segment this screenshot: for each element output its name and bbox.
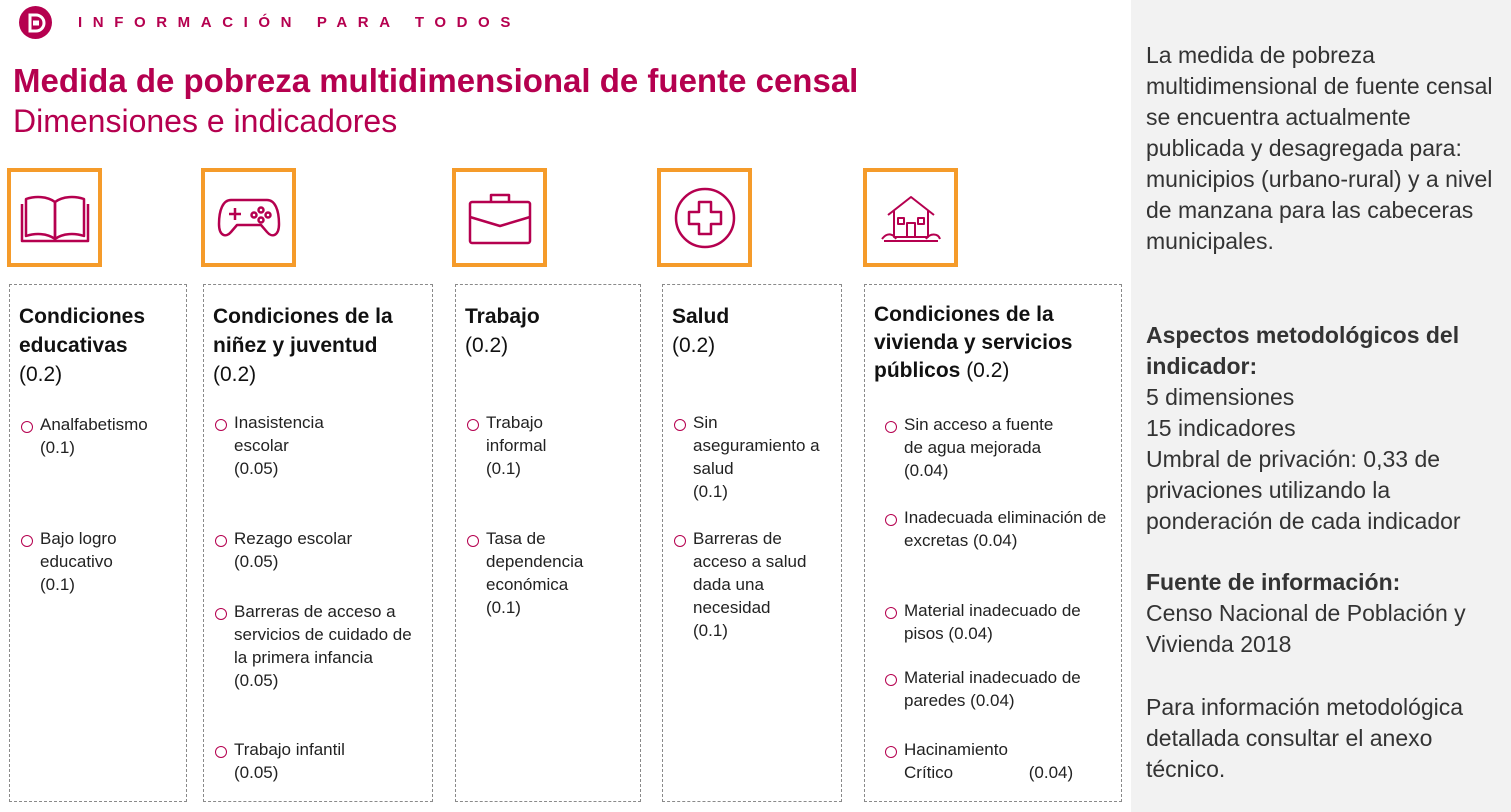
indicator-label: Sin aseguramiento a salud bbox=[693, 413, 820, 478]
indicator-label: Sin acceso a fuente de agua mejorada bbox=[904, 415, 1054, 457]
dane-logo bbox=[19, 6, 52, 39]
dimension-icon-box-health bbox=[657, 168, 752, 267]
indicator-item bbox=[883, 599, 1117, 645]
dimension-card-education bbox=[9, 284, 187, 802]
indicator-label: Bajo logro educativo bbox=[40, 529, 117, 571]
methods-line: Umbral de privación: 0,33 de privaciones utilizando la ponderación de cada indicador bbox=[1146, 446, 1461, 534]
indicator-item bbox=[672, 411, 837, 503]
indicator-weight: (0.04) bbox=[904, 461, 949, 480]
indicator-weight: (0.1) bbox=[486, 598, 521, 617]
indicator-label: Trabajo informal bbox=[486, 413, 547, 455]
dimension-name: Salud bbox=[672, 305, 730, 328]
dimension-weight: (0.2) bbox=[672, 334, 716, 357]
dimension-card-housing bbox=[864, 284, 1122, 802]
indicator-label: Trabajo infantil bbox=[234, 740, 345, 759]
dimension-card-health bbox=[662, 284, 842, 802]
dimension-name: Condiciones de la vivienda y servicios públicos bbox=[874, 303, 1073, 382]
dimension-weight: (0.2) bbox=[966, 359, 1010, 382]
dimension-name: Condiciones de la niñez y juventud bbox=[213, 305, 393, 357]
indicator-weight: (0.05) bbox=[234, 459, 279, 478]
indicator-label: Inadecuada eliminación de excretas bbox=[904, 508, 1107, 550]
circle-bullet-icon bbox=[885, 421, 897, 433]
circle-bullet-icon bbox=[467, 535, 479, 547]
dimension-card-work bbox=[455, 284, 641, 802]
logo-mark-icon bbox=[25, 12, 47, 34]
indicator-weight: (0.1) bbox=[486, 459, 521, 478]
indicator-weight: (0.05) bbox=[234, 552, 279, 571]
methods-heading: Aspectos metodológicos del indicador: bbox=[1146, 322, 1460, 379]
sidebar-methods bbox=[1146, 320, 1505, 537]
info-sidebar bbox=[1131, 0, 1511, 812]
indicator-item bbox=[465, 411, 636, 480]
circle-bullet-icon bbox=[674, 419, 686, 431]
indicator-weight: (0.1) bbox=[40, 438, 75, 457]
sidebar-note: Para información metodológica detallada consultar el anexo técnico. bbox=[1146, 694, 1464, 782]
sidebar-source bbox=[1146, 567, 1505, 660]
tagline: INFORMACIÓN PARA TODOS bbox=[78, 14, 521, 31]
indicator-item bbox=[213, 411, 428, 480]
indicator-weight: (0.04) bbox=[948, 624, 993, 643]
indicator-label: Barreras de acceso a salud dada una necesidad bbox=[693, 529, 807, 617]
dimension-weight: (0.2) bbox=[19, 363, 63, 386]
source-text: Censo Nacional de Población y Vivienda 2018 bbox=[1146, 600, 1466, 657]
circle-bullet-icon bbox=[215, 746, 227, 758]
indicator-label: Rezago escolar bbox=[234, 529, 353, 548]
indicator-label: Inasistencia escolar bbox=[234, 413, 324, 455]
health-cross-icon bbox=[672, 185, 738, 251]
indicator-weight: (0.04) bbox=[972, 531, 1018, 550]
dimension-card-childhood bbox=[203, 284, 433, 802]
dimension-title bbox=[19, 302, 180, 389]
methods-line: 15 indicadores bbox=[1146, 415, 1296, 441]
dimension-icon-box-childhood bbox=[201, 168, 296, 267]
indicator-weight: (0.1) bbox=[693, 621, 728, 640]
circle-bullet-icon bbox=[885, 674, 897, 686]
dimension-icon-box-education bbox=[7, 168, 102, 267]
circle-bullet-icon bbox=[674, 535, 686, 547]
dimension-title bbox=[465, 302, 634, 360]
indicator-label: Analfabetismo bbox=[40, 415, 148, 434]
indicator-item bbox=[19, 527, 182, 596]
indicator-label: Tasa de dependencia económica bbox=[486, 529, 584, 594]
indicator-item bbox=[213, 738, 428, 784]
circle-bullet-icon bbox=[215, 535, 227, 547]
page-title: Medida de pobreza multidimensional de fuente censal bbox=[13, 62, 859, 99]
circle-bullet-icon bbox=[885, 514, 897, 526]
indicator-weight: (0.04) bbox=[970, 691, 1015, 710]
indicator-label: Barreras de acceso a servicios de cuidado de la primera infancia bbox=[234, 602, 412, 667]
source-heading: Fuente de información: bbox=[1146, 569, 1401, 595]
house-icon bbox=[880, 191, 942, 245]
indicator-weight: (0.1) bbox=[40, 575, 75, 594]
dimension-name: Condiciones educativas bbox=[19, 305, 146, 357]
dimension-icon-box-housing bbox=[863, 168, 958, 267]
gamepad-icon bbox=[217, 196, 281, 240]
dimension-name: Trabajo bbox=[465, 305, 540, 328]
book-icon bbox=[20, 192, 90, 244]
dimension-icon-box-work bbox=[452, 168, 547, 267]
methods-line: 5 dimensiones bbox=[1146, 384, 1295, 410]
dimension-title bbox=[874, 301, 1115, 385]
indicator-item bbox=[883, 738, 1117, 784]
indicator-item bbox=[883, 506, 1117, 552]
indicator-item bbox=[465, 527, 636, 619]
briefcase-icon bbox=[467, 190, 533, 246]
indicator-label: Material inadecuado de pisos bbox=[904, 601, 1081, 643]
circle-bullet-icon bbox=[21, 535, 33, 547]
indicator-weight: (0.05) bbox=[234, 763, 279, 782]
circle-bullet-icon bbox=[215, 419, 227, 431]
indicator-item bbox=[19, 413, 182, 459]
indicator-label: Hacinamiento Crítico bbox=[904, 740, 1008, 782]
indicator-label: Material inadecuado de paredes bbox=[904, 668, 1081, 710]
indicator-item bbox=[672, 527, 837, 642]
dimension-weight: (0.2) bbox=[213, 363, 257, 386]
indicator-item bbox=[213, 600, 428, 692]
indicator-item bbox=[883, 666, 1117, 712]
circle-bullet-icon bbox=[885, 607, 897, 619]
circle-bullet-icon bbox=[215, 608, 227, 620]
indicator-weight: (0.1) bbox=[693, 482, 728, 501]
indicator-item bbox=[883, 413, 1117, 482]
circle-bullet-icon bbox=[467, 419, 479, 431]
indicator-item bbox=[213, 527, 428, 573]
page-subtitle: Dimensiones e indicadores bbox=[13, 103, 398, 139]
sidebar-intro: La medida de pobreza multidimensional de fuente censal se encuentra actualmente publicada y desagregada para: municipios (urbano-rural) y a nivel de manzana para las cabeceras municipales. bbox=[1146, 42, 1493, 254]
dimension-weight: (0.2) bbox=[465, 334, 509, 357]
dimension-title bbox=[213, 302, 426, 389]
circle-bullet-icon bbox=[885, 746, 897, 758]
dimension-title bbox=[672, 302, 835, 360]
circle-bullet-icon bbox=[21, 421, 33, 433]
indicator-weight: (0.04) bbox=[1028, 763, 1074, 782]
indicator-weight: (0.05) bbox=[234, 671, 279, 690]
